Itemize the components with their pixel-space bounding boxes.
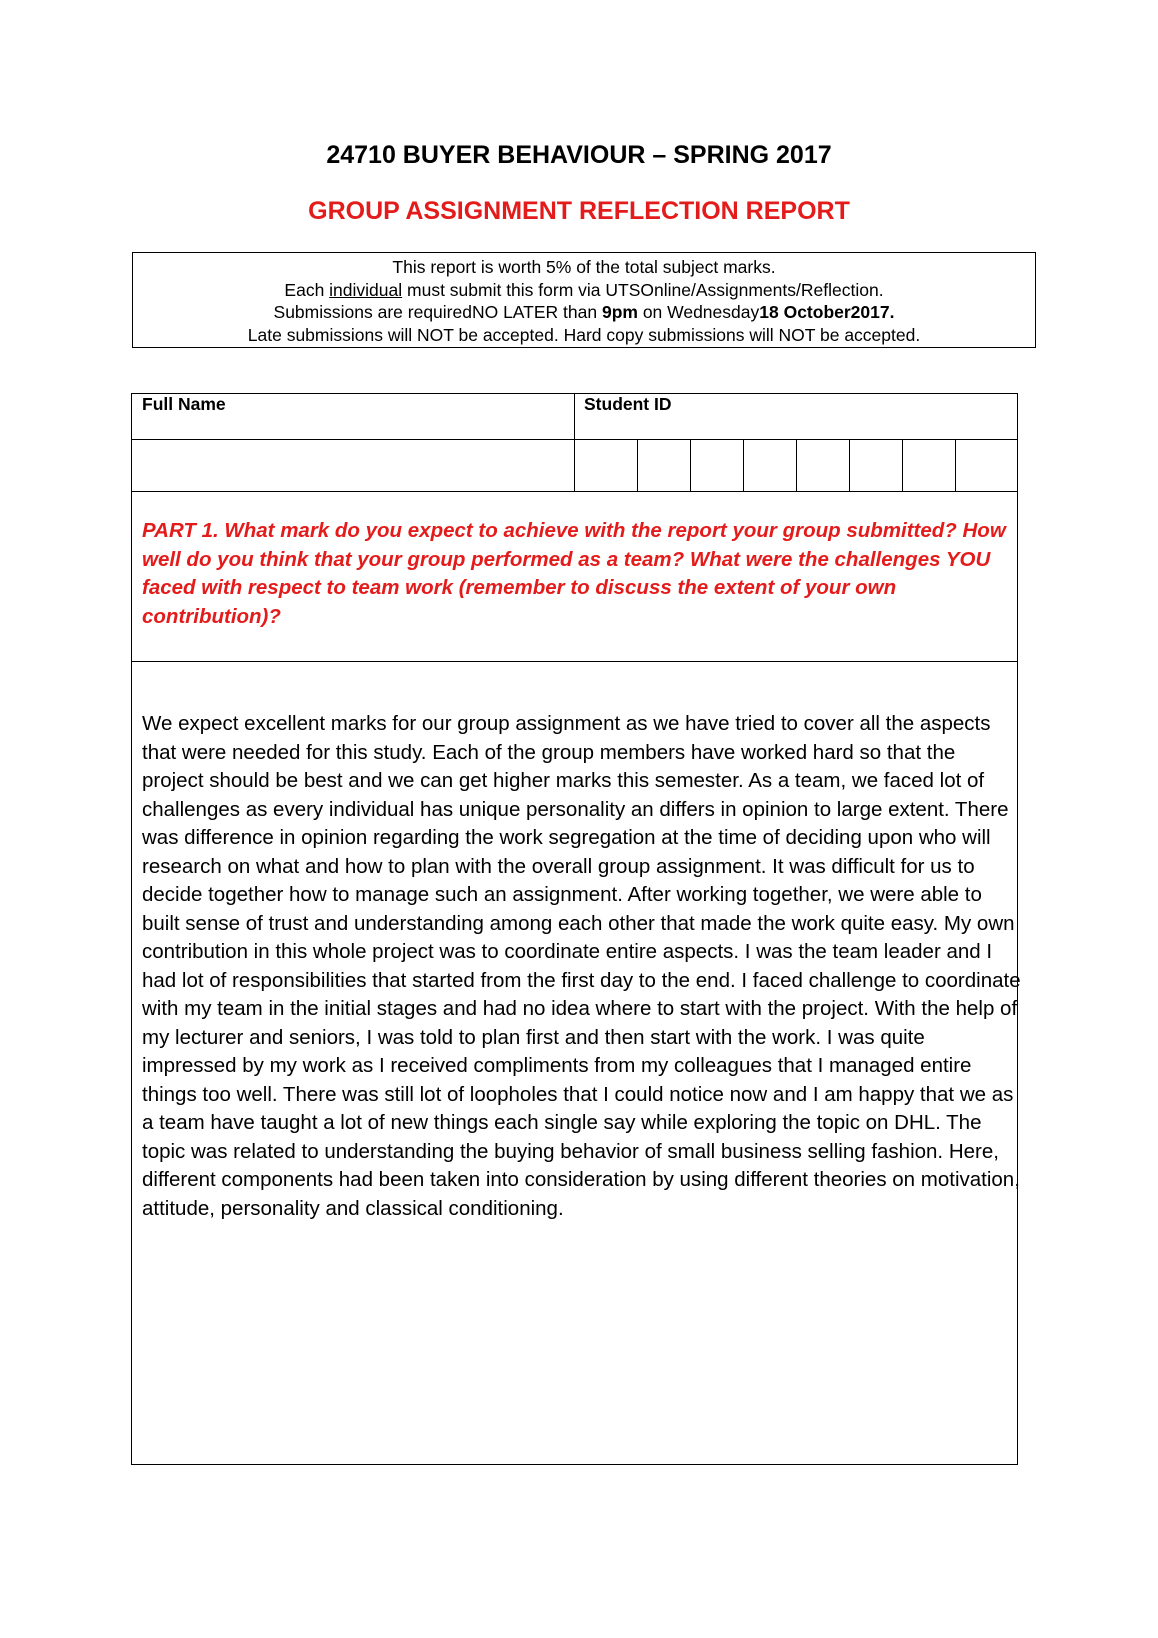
info-line-3-pre: Submissions are requiredNO LATER than	[273, 302, 602, 322]
student-id-digit-5[interactable]	[797, 440, 849, 491]
info-line-3-mid: on Wednesday	[637, 302, 760, 322]
info-line-2	[133, 279, 1035, 302]
info-line-3	[133, 301, 1035, 324]
info-line-2-pre: Each	[284, 279, 330, 300]
student-id-digit-8[interactable]	[956, 440, 1017, 491]
document-subtitle: GROUP ASSIGNMENT REFLECTION REPORT	[308, 197, 850, 225]
info-line-2-post: must submit this form via UTSOnline/Assignments/Reflection.	[402, 279, 884, 300]
info-line-4: Late submissions will NOT be accepted. Hard copy submissions will NOT be accepted.	[247, 324, 921, 345]
reflection-answer[interactable]: We expect excellent marks for our group assignment as we have tried to cover all the aspects that were needed for this study. Each of the group members have worked hard so that the project should be best and we can get higher marks this semester. As a team, we faced lot of challenges as every individual has unique personality an differs in opinion to large extent. There was difference in opinion regarding the work segregation at the time of deciding upon who will research on what and how to plan with the overall group assignment. It was difficult for us to decide together how to manage such an assignment. After working together, we were able to built sense of trust and understanding among each other that made the work quite easy. My own contribution in this whole project was to coordinate entire aspects. I was the team leader and I had lot of responsibilities that started from the first day to the end. I faced challenge to coordinate with my team in the initial stages and had no idea where to start with the project. With the help of my lecturer and seniors, I was told to plan first and then start with the work. I was quite impressed by my work as I received compliments from my colleagues that I managed entire things too well. There was still lot of loopholes that I could notice now and I am happy that we as a team have taught a lot of new things each single say while exploring the topic on DHL. The topic was related to understanding the buying behavior of small business selling fashion. Here, different components had been taken into consideration by using different theories on motivation, attitude, personality and classical conditioning.	[142, 712, 1021, 1220]
form-divider	[132, 661, 1017, 662]
student-id-digit-3[interactable]	[691, 440, 743, 491]
student-id-digit-1[interactable]	[575, 440, 637, 491]
info-line-2-underlined: individual	[329, 279, 403, 300]
full-name-field[interactable]	[132, 440, 574, 491]
full-name-label: Full Name	[142, 394, 226, 414]
part1-question: PART 1. What mark do you expect to achieve with the report your group submitted? How well do you think that your group performed as a team? What were the challenges YOU faced with respect to team work (remember to discuss the extent of your own contribution)?	[142, 519, 1006, 628]
form-divider	[132, 491, 1017, 492]
student-id-label: Student ID	[584, 394, 672, 414]
student-id-digit-2[interactable]	[638, 440, 690, 491]
info-deadline-time: 9pm	[601, 302, 638, 322]
info-deadline-date: 18 October2017.	[759, 302, 895, 322]
student-id-digit-6[interactable]	[850, 440, 902, 491]
info-line-1: This report is worth 5% of the total subject marks.	[392, 257, 776, 277]
reflection-form	[131, 393, 1021, 1465]
document-title: 24710 BUYER BEHAVIOUR – SPRING 2017	[326, 141, 832, 169]
submission-info-box	[132, 252, 1036, 348]
student-id-digit-7[interactable]	[903, 440, 955, 491]
student-id-digit-4[interactable]	[744, 440, 796, 491]
